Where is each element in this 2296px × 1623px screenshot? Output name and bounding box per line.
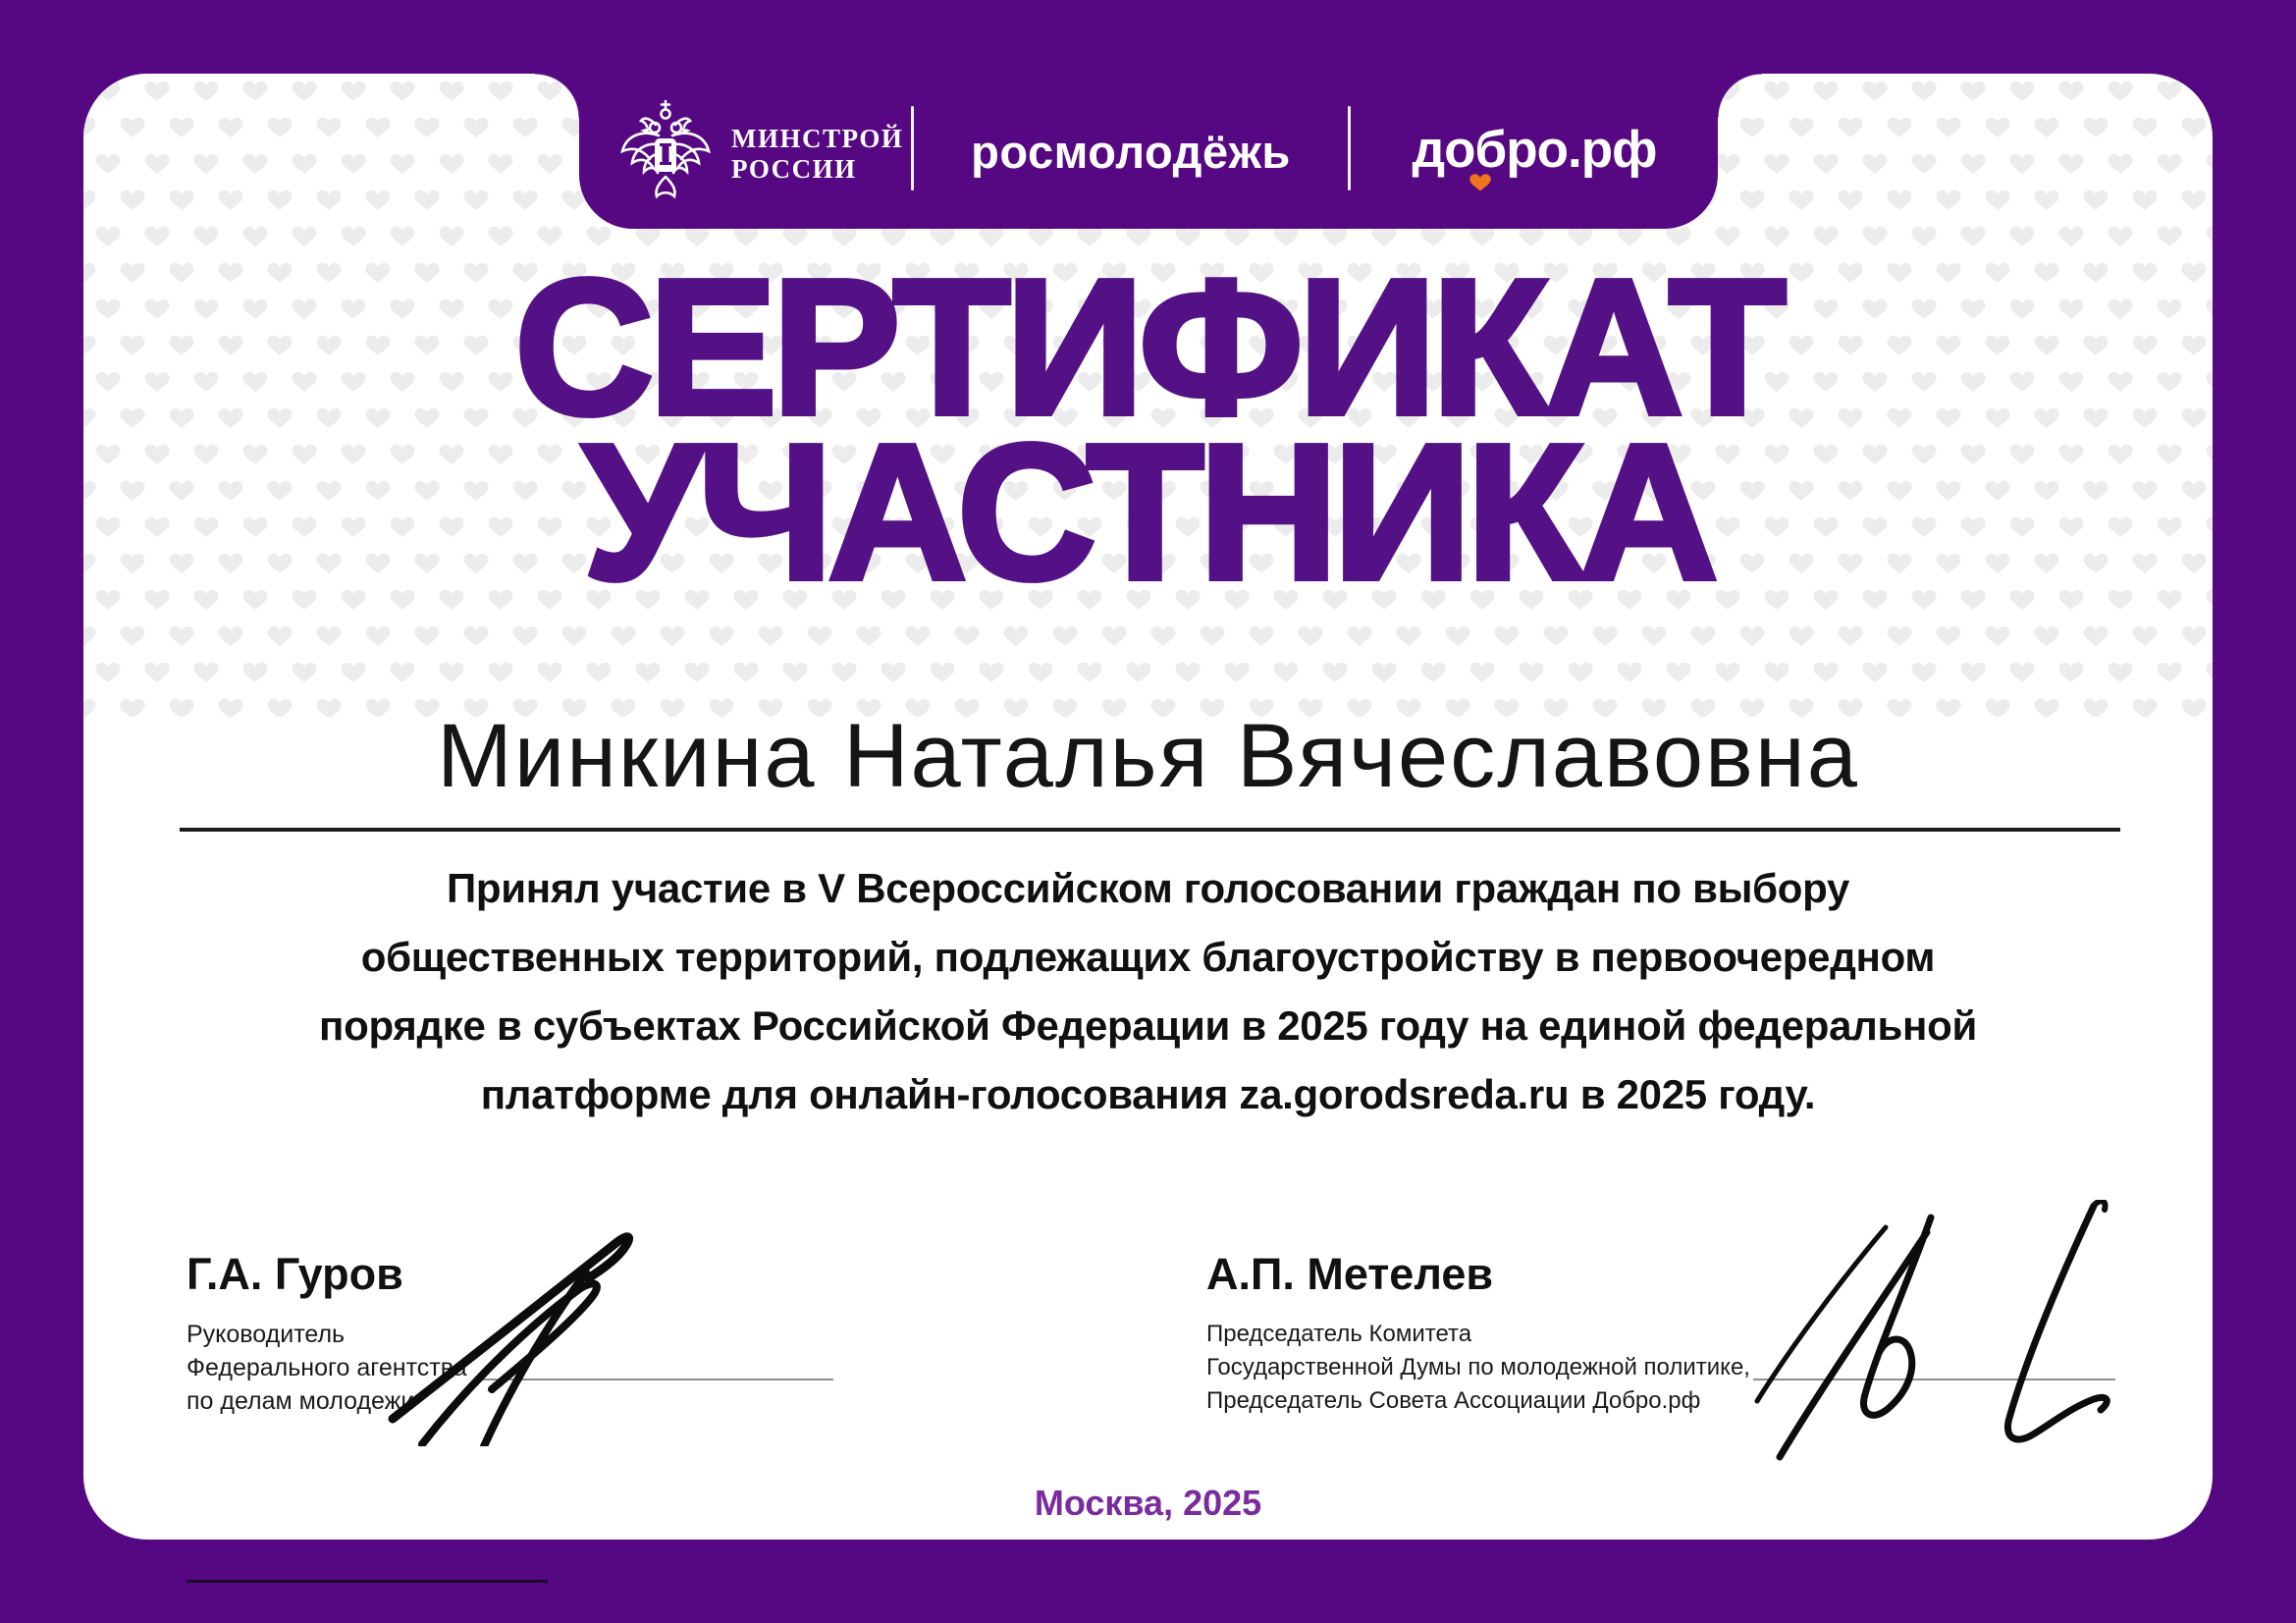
signatory-right-name: А.П. Метелев <box>1206 1249 1494 1299</box>
body-line-4: платформе для онлайн-голосования za.gorodsreda.ru в 2025 году. <box>480 1071 1816 1117</box>
certificate-body-text <box>0 854 2296 1129</box>
ministry-logo-text <box>731 124 903 185</box>
signatory-left-title-line1: Руководитель <box>187 1321 346 1348</box>
recipient-name: Минкина Наталья Вячеславовна <box>437 706 1859 806</box>
signatory-right-title-line2: Государственной Думы по молодежной политике, <box>1206 1354 1750 1380</box>
ministry-line1: МИНСТРОЙ <box>731 124 904 153</box>
signature-right <box>1703 1200 2155 1475</box>
recipient-name-underline <box>180 828 2120 832</box>
signatory-left-title-line2: Федерального агентства <box>187 1354 467 1381</box>
signatory-right-title-line1: Председатель Комитета <box>1206 1321 1472 1347</box>
signatory-left-title-line3: по делам молодежи <box>187 1387 415 1415</box>
signatory-left-name: Г.А. Гуров <box>187 1249 403 1299</box>
body-line-3: порядке в субъектах Российской Федерации в 2025 году на единой федеральной <box>319 1002 1977 1049</box>
certificate-title-line1: СЕРТИФИКАТ <box>514 240 1782 455</box>
signatory-right-title <box>1206 1318 1750 1418</box>
signatory-right-title-line3: Председатель Совета Ассоциации Добро.рф <box>1206 1387 1701 1414</box>
body-line-1: Принял участие в V Всероссийском голосовании граждан по выбору <box>446 865 1850 911</box>
dobro-heart-icon <box>1468 173 1492 197</box>
footer-location-date: Москва, 2025 <box>1034 1483 1262 1523</box>
bottom-decorative-line <box>187 1580 548 1583</box>
certificate-title-line2: УЧАСТНИКА <box>582 405 1714 620</box>
body-line-2: общественных территорий, подлежащих благоустройству в первоочередном <box>360 934 1936 980</box>
minstroy-emblem-icon <box>616 98 715 205</box>
ministry-line2: РОССИИ <box>731 154 857 184</box>
signature-left <box>378 1216 653 1451</box>
header-logo-tab <box>579 0 1718 229</box>
tab-right-fillet <box>1718 74 1762 118</box>
dobro-rf-logo: добро.рф <box>1412 121 1657 179</box>
rosmolodezh-logo: росмолодёжь <box>971 126 1291 178</box>
tab-left-fillet <box>535 74 579 118</box>
